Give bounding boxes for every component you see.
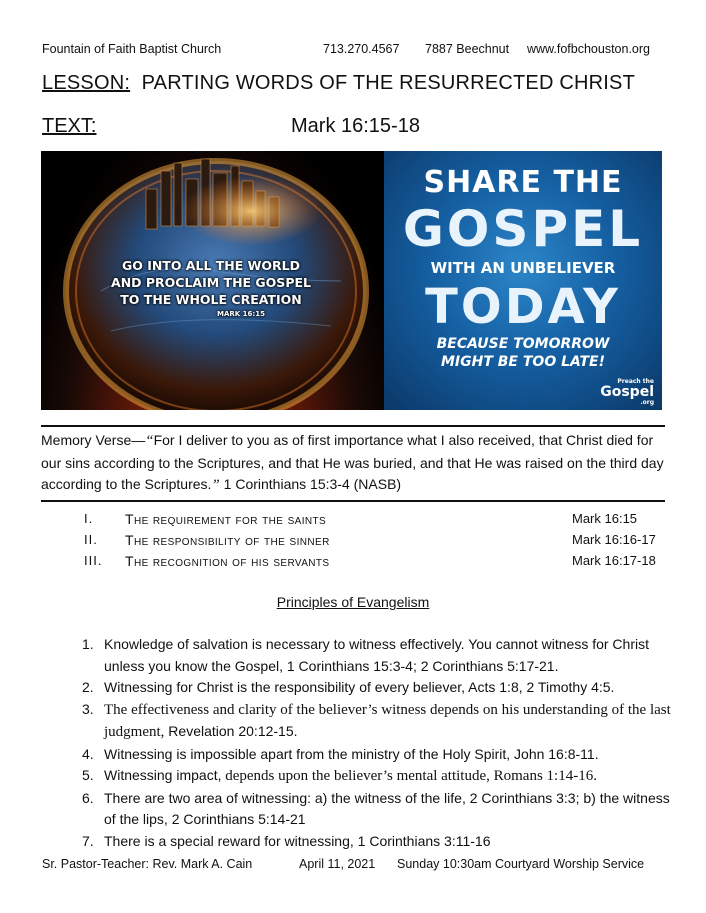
- principle-item: 3. The effectiveness and clarity of the believer’s witness depends on his understanding of the last judgment, Revelation 20:12-15.: [82, 700, 671, 740]
- banner-left-line-3: TO THE WHOLE CREATION: [120, 292, 302, 307]
- share-gospel-image: [384, 151, 662, 410]
- principle-item: 1. Knowledge of salvation is necessary to witness effectively. You cannot witness for Christ unless you know the Gospel, 1 Corinthians 15:3-4; 2 Corinthians 5:17-21.: [82, 636, 649, 674]
- memory-verse: [41, 425, 665, 502]
- principles-list: [82, 634, 672, 852]
- principles-title: Principles of Evangelism: [276, 594, 430, 610]
- banner-right-line-3: WITH AN UNBELIEVER: [430, 259, 616, 277]
- outline-number: I.: [84, 511, 94, 526]
- principle-item: 7. There is a special reward for witnessing, 1 Corinthians 3:11-16: [82, 832, 491, 849]
- memory-verse-open-quote: “: [145, 433, 154, 449]
- banner-right-line-4: TODAY: [425, 279, 621, 335]
- world-gospel-image: [41, 151, 384, 410]
- banner-left-line-2: AND PROCLAIM THE GOSPEL: [111, 275, 311, 290]
- text-reference: Mark 16:15-18: [291, 115, 420, 137]
- footer-pastor: Sr. Pastor-Teacher: Rev. Mark A. Cain: [42, 857, 253, 871]
- footer-service: Sunday 10:30am Courtyard Worship Service: [397, 857, 645, 871]
- text-label: TEXT:: [42, 115, 97, 137]
- principle-item: 5. Witnessing impact, depends upon the believer’s mental attitude, Romans 1:14-16.: [82, 767, 597, 784]
- principle-item: 2. Witnessing for Christ is the responsibility of every believer, Acts 1:8, 2 Timothy 4:5.: [82, 679, 615, 695]
- banner-right-line-2: GOSPEL: [402, 200, 644, 258]
- banner-right-line-1: SHARE THE: [423, 165, 623, 200]
- church-name: Fountain of Faith Baptist Church: [42, 42, 222, 56]
- outline-item: [84, 529, 664, 550]
- lesson-heading: [42, 72, 635, 95]
- principle-item: 4. Witnessing is impossible apart from the ministry of the Holy Spirit, John 16:8-11.: [82, 745, 599, 762]
- memory-verse-text: For I deliver to you as of first importance what I also received, that Christ died for our sins according to the Scriptures, and that He was buried, and that He was raised on the third day according to the Scriptures.: [41, 432, 664, 492]
- banner-left-ref: MARK 16:15: [217, 310, 265, 318]
- lesson-title: PARTING WORDS OF THE RESURRECTED CHRIST: [141, 72, 636, 94]
- lesson-label: LESSON:: [42, 72, 131, 94]
- outline-reference: Mark 16:15: [572, 511, 638, 526]
- church-address: 7887 Beechnut: [425, 42, 510, 56]
- outline-title: The recognition of his servants: [125, 552, 330, 569]
- banner-right-line-6: MIGHT BE TOO LATE!: [440, 354, 606, 370]
- outline-number: III.: [84, 553, 103, 568]
- outline-item: [84, 550, 664, 571]
- outline-title: The responsibility of the sinner: [125, 531, 330, 548]
- banner-image: [41, 151, 662, 410]
- church-website[interactable]: www.fofbchouston.org: [527, 42, 650, 56]
- footer-date: April 11, 2021: [299, 857, 376, 871]
- outline-reference: Mark 16:17-18: [572, 553, 656, 568]
- banner-right-line-5: BECAUSE TOMORROW: [436, 336, 610, 352]
- principle-item: 6. There are two area of witnessing: a) the witness of the life, 2 Corinthians 3:3; b) the witness of the lips, 2 Corinthians 5:14-21: [82, 789, 670, 827]
- banner-left-line-1: GO INTO ALL THE WORLD: [121, 258, 301, 273]
- memory-verse-label: Memory Verse—: [41, 432, 146, 448]
- outline-reference: Mark 16:16-17: [572, 532, 656, 547]
- memory-verse-close-quote: ”: [211, 477, 220, 493]
- memory-verse-reference: 1 Corinthians 15:3-4 (NASB): [219, 476, 402, 492]
- outline-item: [84, 508, 664, 529]
- outline-number: II.: [84, 532, 98, 547]
- outline-title: The requirement for the saints: [125, 510, 327, 527]
- preach-gospel-logo: Preach the Gospel .org: [600, 378, 654, 406]
- sermon-outline: [84, 508, 664, 571]
- church-phone: 713.270.4567: [323, 42, 400, 56]
